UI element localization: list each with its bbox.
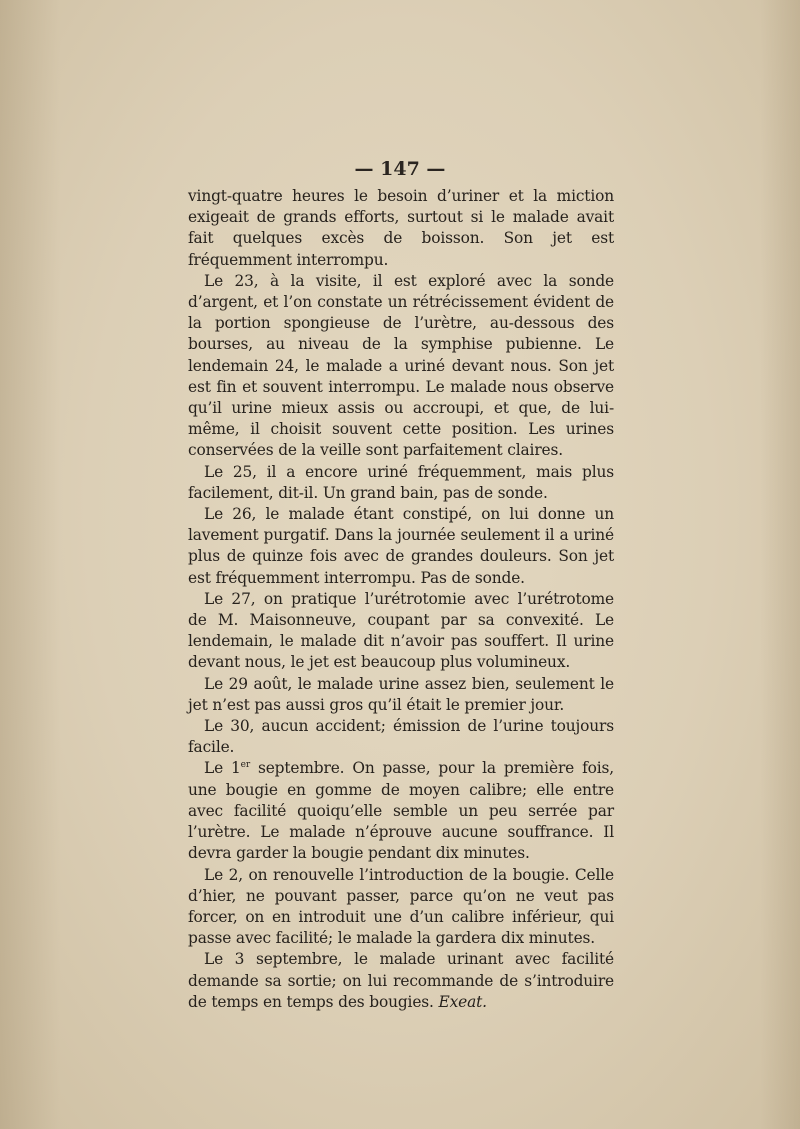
paragraph-continuation: vingt-quatre heures le besoin d’uriner et la miction exigeait de grands efforts, surtout si le malade avait fait quelques excès de boisson. Son jet est fréquemment interrompu.: [188, 187, 614, 269]
ordinal-suffix: er: [240, 760, 250, 771]
paragraph-le-1er-septembre: [188, 758, 614, 864]
body-text: [188, 186, 614, 1013]
paragraph-le-23: Le 23, à la visite, il est exploré avec la sonde d’argent, et l’on constate un rétrécissement évident de la portion spongieuse de l’urètre, au-dessous des bourses, au niveau de la symphise pubienne. Le lendemain 24, le malade a uriné devant nous. Son jet est fin et souvent interrompu. Le malade nous observe qu’il urine mieux assis ou accroupi, et que, de lui-même, il choisit souvent cette position. Les urines conservées de la veille sont parfaitement claires.: [188, 271, 614, 460]
paragraph-le-26: Le 26, le malade étant constipé, on lui donne un lavement purgatif. Dans la journée seulement il a uriné plus de quinze fois avec de grandes douleurs. Son jet est fréquemment interrompu. Pas de sonde.: [188, 505, 614, 587]
closing-word: Exeat.: [438, 992, 487, 1011]
paragraph-le-29: Le 29 août, le malade urine assez bien, seulement le jet n’est pas aussi gros qu’il était le premier jour.: [188, 674, 614, 714]
paragraph-text: Le 3 septembre, le malade urinant avec facilité demande sa sortie; on lui recommande de s’introduire de temps en temps des bougies.: [188, 950, 614, 1011]
day-prefix: Le 1: [204, 759, 241, 778]
paragraph-le-25: Le 25, il a encore uriné fréquemment, mais plus facilement, dit-il. Un grand bain, pas de sonde.: [188, 462, 614, 502]
paragraph-text: septembre. On passe, pour la première fois, une bougie en gomme de moyen calibre; elle entre avec facilité quoiqu’elle semble un peu serrée par l’urètre. Le malade n’éprouve aucune souffrance. Il devra garder la bougie pendant dix minutes.: [188, 759, 614, 863]
paragraph-le-27: Le 27, on pratique l’urétrotomie avec l’urétrotome de M. Maisonneuve, coupant par sa convexité. Le lendemain, le malade dit n’avoir pas souffert. Il urine devant nous, le jet est beaucoup plus volumineux.: [188, 589, 614, 672]
paragraph-le-2: Le 2, on renouvelle l’introduction de la bougie. Celle d’hier, ne pouvant passer, parce qu’on ne veut pas forcer, on en introduit une d’un calibre inférieur, qui passe avec facilité; le malade la gardera dix minutes.: [188, 865, 614, 948]
paragraph-le-3-septembre: [188, 949, 614, 1013]
page-number: — 147 —: [354, 158, 446, 180]
paragraph-le-30: Le 30, aucun accident; émission de l’urine toujours facile.: [188, 717, 614, 757]
